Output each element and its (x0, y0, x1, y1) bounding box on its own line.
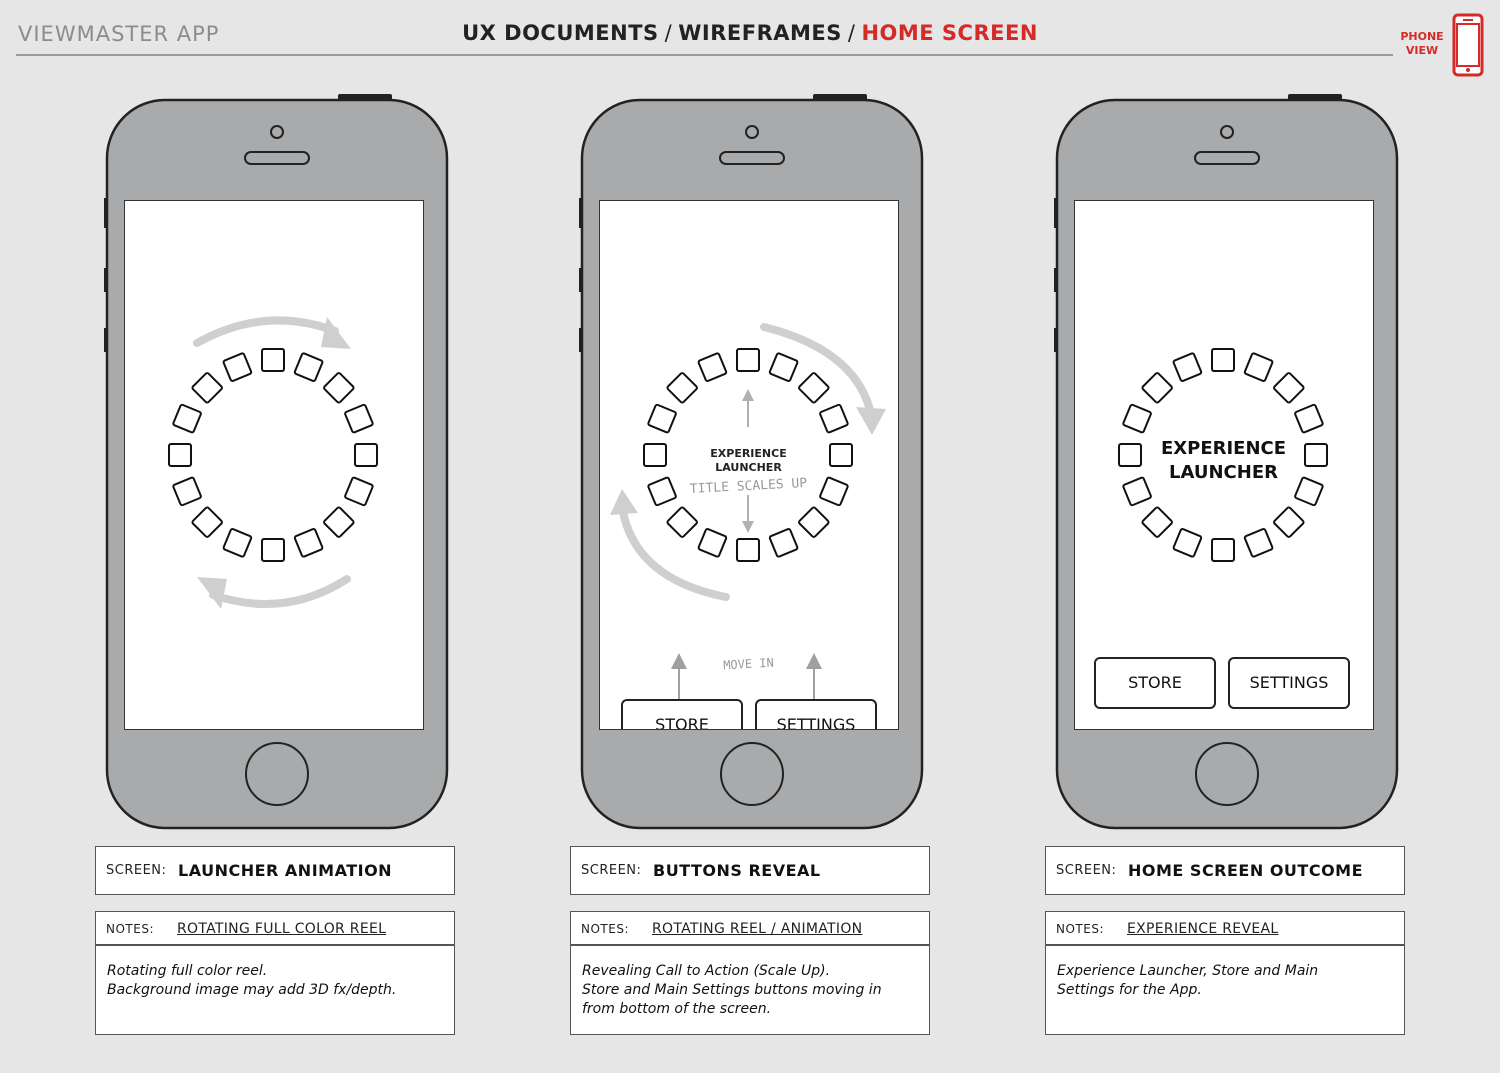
store-button[interactable]: STORE (1094, 657, 1216, 709)
reel-slide-frame (769, 528, 798, 557)
notes-body: Experience Launcher, Store and Main Settings for the App. (1057, 963, 1319, 998)
launcher-title-line1: EXPERIENCE (1160, 438, 1287, 459)
reel-slide-frame (169, 444, 191, 466)
reel-slide-frame (1173, 353, 1202, 382)
settings-button[interactable]: SETTINGS (755, 699, 877, 730)
arrow-head (197, 577, 227, 609)
screen-label: SCREEN: (1056, 863, 1117, 878)
store-button[interactable]: STORE (621, 699, 743, 730)
reel-slide-frame (737, 349, 759, 371)
screen-label: SCREEN: (581, 863, 642, 878)
reel-slide-frame (769, 353, 798, 382)
screen-name-box (95, 846, 455, 895)
reel-slide-frame (648, 404, 677, 433)
reel-graphic (125, 201, 424, 730)
reel-slide-frame (737, 539, 759, 561)
reel-slide-frame (173, 477, 202, 506)
reel-slide-frame (1212, 539, 1234, 561)
experience-launcher-title (600, 447, 897, 475)
reel-slide-frame (1142, 372, 1173, 403)
reel-slide-frame (294, 353, 323, 382)
arrow-head (742, 389, 754, 401)
reel-slide-frame (223, 353, 252, 382)
breadcrumb-separator: / (847, 21, 856, 45)
phone-mockup-home-screen-outcome (1054, 92, 1406, 832)
reel-slide-frame (345, 477, 374, 506)
reel-slide-frame (192, 372, 223, 403)
screen-label: SCREEN: (106, 863, 167, 878)
notes-box (1045, 911, 1405, 1035)
screen-name: LAUNCHER ANIMATION (178, 861, 393, 880)
reel-slide-frame (262, 539, 284, 561)
phone-mockup-launcher-animation (104, 92, 456, 832)
notes-divider (1046, 944, 1404, 946)
screen-name-box (1045, 846, 1405, 895)
rotation-arrow (213, 579, 347, 604)
reel-slide-frame (323, 507, 354, 538)
phone-view-label (1396, 30, 1448, 58)
reel-slide-frame (355, 444, 377, 466)
reel-slide-frame (667, 372, 698, 403)
reel-slide-frame (262, 349, 284, 371)
reel-slide-frame (1244, 353, 1273, 382)
notes-label: NOTES: (1056, 922, 1104, 936)
reel-slide-frame (798, 372, 829, 403)
notes-title: ROTATING REEL / ANIMATION (652, 921, 863, 937)
screen-name: HOME SCREEN OUTCOME (1128, 861, 1364, 880)
breadcrumb-current: HOME SCREEN (861, 21, 1038, 45)
phone-mockup-buttons-reveal (579, 92, 931, 832)
phone-view-icon[interactable] (1452, 13, 1484, 77)
notes-body: Rotating full color reel. Background image may add 3D fx/depth. (107, 963, 397, 998)
phone-view-label-line1: PHONE (1400, 30, 1444, 43)
reel-slide-frame (1212, 349, 1234, 371)
reel-slide-frame (820, 404, 849, 433)
reel-slide-frame (1142, 507, 1173, 538)
arrow-head (321, 317, 351, 349)
launcher-title-line2: LAUNCHER (715, 461, 782, 474)
reel-slide-frame (173, 404, 202, 433)
phone-screen (1074, 200, 1374, 730)
breadcrumb-separator: / (664, 21, 673, 45)
header-divider (16, 54, 1393, 56)
reel-slide-frame (1273, 507, 1304, 538)
screen-name: BUTTONS REVEAL (653, 861, 821, 880)
notes-title: EXPERIENCE REVEAL (1127, 921, 1279, 937)
arrow-head (742, 521, 754, 533)
notes-body: Revealing Call to Action (Scale Up). Store and Main Settings buttons moving in from bottom of the screen. (582, 963, 882, 1017)
launcher-title-line2: LAUNCHER (1169, 462, 1278, 483)
experience-launcher-button[interactable] (1075, 437, 1372, 485)
app-title: VIEWMASTER APP (18, 22, 220, 46)
reel-slide-frame (345, 404, 374, 433)
breadcrumb-item-ux-documents[interactable]: UX DOCUMENTS (462, 21, 659, 45)
reel-slide-frame (323, 372, 354, 403)
reel-slide-frame (1123, 404, 1152, 433)
phone-screen (599, 200, 899, 730)
breadcrumb-item-wireframes[interactable]: WIREFRAMES (678, 21, 842, 45)
reel-slide-frame (698, 528, 727, 557)
notes-title: ROTATING FULL COLOR REEL (177, 921, 387, 937)
breadcrumb (0, 21, 1500, 45)
annotation-move-in: MOVE IN (722, 655, 775, 673)
phone-view-label-line2: VIEW (1405, 44, 1439, 57)
rotation-arrow (197, 320, 335, 343)
notes-box (570, 911, 930, 1035)
phone-screen (124, 200, 424, 730)
reel-slide-frame (294, 528, 323, 557)
notes-label: NOTES: (581, 922, 629, 936)
reel-slide-frame (1273, 372, 1304, 403)
reel-slide-frame (223, 528, 252, 557)
notes-divider (96, 944, 454, 946)
notes-divider (571, 944, 929, 946)
reel-slide-frame (667, 507, 698, 538)
reel-slide-frame (1295, 404, 1324, 433)
annotation-title-scales-up: TITLE SCALES UP (689, 475, 808, 498)
notes-label: NOTES: (106, 922, 154, 936)
launcher-title-line1: EXPERIENCE (710, 447, 787, 460)
notes-box (95, 911, 455, 1035)
reel-slide-frame (698, 353, 727, 382)
arrow-head (856, 407, 886, 435)
reel-slide-frame (1244, 528, 1273, 557)
reel-slide-frame (192, 507, 223, 538)
reel-slide-frame (798, 507, 829, 538)
reel-slide-frame (1173, 528, 1202, 557)
screen-name-box (570, 846, 930, 895)
settings-button[interactable]: SETTINGS (1228, 657, 1350, 709)
